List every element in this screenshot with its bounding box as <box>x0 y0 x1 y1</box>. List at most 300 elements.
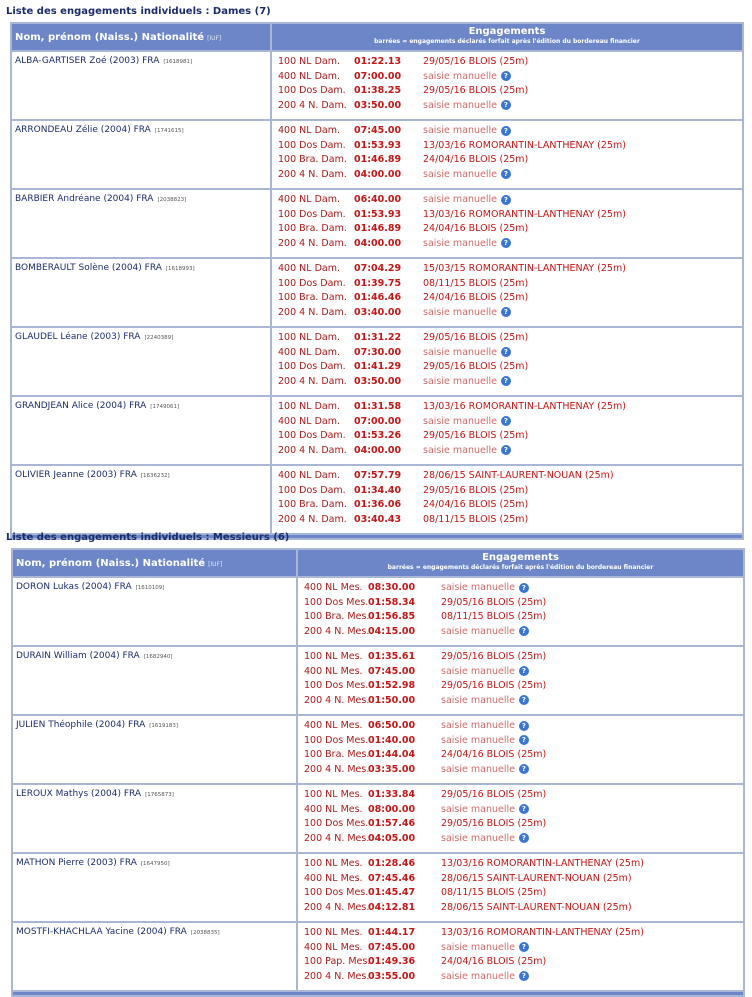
entry-result-text: 24/04/16 BLOIS (25m) <box>423 499 529 510</box>
swimmer-iuf: [1647950] <box>140 861 170 867</box>
entry-event: 200 4 N. Dam. <box>278 168 347 180</box>
entry-time: 07:45.00 <box>368 941 416 953</box>
entry-row <box>304 803 743 818</box>
swimmer-row <box>13 923 743 990</box>
entry-result-text: saisie manuelle <box>441 720 515 731</box>
entry-result <box>423 484 528 499</box>
entry-result-text: 28/06/15 SAINT-LAURENT-NOUAN (25m) <box>441 901 632 913</box>
help-info-icon[interactable]: ? <box>501 376 511 386</box>
entry-time: 01:45.47 <box>368 887 416 898</box>
entry-result-text: saisie manuelle <box>423 70 497 82</box>
entry-event: 100 Bra. Dam. <box>278 499 347 510</box>
column-header-iuf-label: [IUF] <box>207 34 222 42</box>
entry-result-text: 24/04/16 BLOIS (25m) <box>423 154 529 165</box>
entry-event: 100 NL Dam. <box>278 56 340 67</box>
entry-time: 03:40.43 <box>354 513 402 525</box>
entry-event: 400 NL Dam. <box>278 125 340 136</box>
swimmer-name: JULIEN Théophile (2004) FRA <box>16 720 146 730</box>
entry-result <box>423 306 511 321</box>
swimmer-row <box>12 466 742 533</box>
entry-event: 200 4 N. Dam. <box>278 444 347 456</box>
entry-result-text: saisie manuelle <box>441 625 515 637</box>
entry-result <box>441 886 546 901</box>
entry-result <box>441 610 546 625</box>
entry-event: 200 4 N. Dam. <box>278 237 347 249</box>
entry-time: 01:57.46 <box>368 818 416 829</box>
entry-time: 06:40.00 <box>354 194 402 205</box>
entry-time: 01:41.29 <box>354 361 402 372</box>
entry-event: 400 NL Mes. <box>304 665 363 677</box>
entry-row <box>278 139 742 154</box>
entry-event: 400 NL Mes. <box>304 582 363 593</box>
swimmer-iuf: [1636232] <box>140 473 170 479</box>
entry-result-text: 24/04/16 BLOIS (25m) <box>441 956 547 967</box>
entry-row <box>304 970 743 985</box>
entry-result <box>441 625 529 640</box>
entry-row <box>304 734 743 749</box>
swimmer-row <box>12 397 742 464</box>
help-info-icon[interactable]: ? <box>501 169 511 179</box>
entry-row <box>278 469 742 484</box>
entry-time: 01:33.84 <box>368 789 416 800</box>
entry-result-text: 24/04/16 BLOIS (25m) <box>441 749 547 760</box>
entry-result-text: 29/05/16 BLOIS (25m) <box>423 430 529 441</box>
entry-event: 200 4 N. Mes. <box>304 763 370 775</box>
entry-result <box>441 901 632 916</box>
entry-result-text: 29/05/16 BLOIS (25m) <box>441 680 547 691</box>
entry-event: 100 Dos Dam. <box>278 139 346 151</box>
entry-time: 01:40.00 <box>368 734 416 746</box>
entry-event: 100 Bra. Mes. <box>304 749 370 760</box>
entry-event: 100 NL Mes. <box>304 789 363 800</box>
entry-result-text: 29/05/16 BLOIS (25m) <box>423 56 529 67</box>
swimmer-name: GRANDJEAN Alice (2004) FRA <box>15 401 147 411</box>
entry-result-text: saisie manuelle <box>423 168 497 180</box>
entry-row <box>278 375 742 390</box>
entry-event: 100 Dos Dam. <box>278 85 346 96</box>
entry-result <box>441 679 546 694</box>
entry-time: 03:50.00 <box>354 99 402 111</box>
help-info-icon[interactable]: ? <box>519 764 529 774</box>
section-title-messieurs: Liste des engagements individuels : Messieurs (6) <box>6 532 290 543</box>
engagements-cell <box>298 647 743 714</box>
swimmer-iuf: [1682940] <box>143 654 173 660</box>
column-header-engagements-label: Engagements <box>482 552 559 563</box>
entry-time: 04:00.00 <box>354 444 402 456</box>
entry-result <box>423 99 511 114</box>
section-title-dames: Liste des engagements individuels : Dames (7) <box>6 6 271 17</box>
entry-result-text: 15/03/15 ROMORANTIN-LANTHENAY (25m) <box>423 263 626 274</box>
entry-time: 01:28.46 <box>368 858 416 869</box>
entry-time: 08:30.00 <box>368 582 416 593</box>
help-info-icon[interactable]: ? <box>501 307 511 317</box>
entry-row <box>278 55 742 70</box>
entry-result <box>423 55 528 70</box>
entry-row <box>278 400 742 415</box>
entry-result-text: 29/05/16 BLOIS (25m) <box>441 818 547 829</box>
swimmer-name: DURAIN William (2004) FRA <box>16 651 140 661</box>
engagements-cell <box>272 328 742 395</box>
entry-row <box>304 581 743 596</box>
column-header-engagements <box>298 550 743 576</box>
engagements-cell <box>272 52 742 119</box>
swimmer-name-cell <box>13 578 296 645</box>
entry-time: 01:44.17 <box>368 927 416 938</box>
entry-row <box>278 193 742 208</box>
entry-time: 01:58.34 <box>368 596 416 608</box>
swimmer-name-cell <box>13 647 296 714</box>
entry-result-text: 24/04/16 BLOIS (25m) <box>423 223 529 234</box>
entry-event: 400 NL Dam. <box>278 70 340 82</box>
column-header-legend: barrées = engagements déclarés forfait après l'édition du bordereau financier <box>387 564 654 571</box>
entry-result <box>423 429 528 444</box>
entry-event: 100 Dos Mes. <box>304 818 369 829</box>
column-header-iuf-label: [IUF] <box>208 560 223 568</box>
entry-time: 01:50.00 <box>368 694 416 706</box>
entry-result-text: 29/05/16 BLOIS (25m) <box>423 484 529 496</box>
entry-result <box>441 872 632 887</box>
entry-event: 200 4 N. Dam. <box>278 375 347 387</box>
entry-time: 01:38.25 <box>354 85 402 96</box>
swimmer-row <box>13 716 743 783</box>
table-header-row <box>13 550 743 576</box>
entry-result <box>441 803 529 818</box>
swimmer-iuf: [1619183] <box>149 723 179 729</box>
entry-result <box>441 926 644 941</box>
entry-result <box>423 331 528 346</box>
entry-result <box>441 581 529 596</box>
swimmer-iuf: [1610109] <box>135 585 165 591</box>
entry-result <box>441 857 644 872</box>
entry-result <box>441 596 546 611</box>
entry-row <box>278 484 742 499</box>
entry-row <box>278 429 742 444</box>
help-info-icon[interactable]: ? <box>501 195 511 205</box>
entry-row <box>278 360 742 375</box>
entry-time: 03:55.00 <box>368 970 416 982</box>
swimmer-name: ALBA-GARTISER Zoé (2003) FRA <box>15 56 160 66</box>
entry-time: 01:46.89 <box>354 223 402 234</box>
entry-result-text: saisie manuelle <box>441 832 515 844</box>
swimmer-iuf: [2038835] <box>190 930 220 936</box>
entry-time: 07:00.00 <box>354 70 402 82</box>
entry-row <box>278 237 742 252</box>
entry-result-text: saisie manuelle <box>423 415 497 427</box>
entry-time: 06:50.00 <box>368 720 416 731</box>
entry-row <box>278 262 742 277</box>
entry-row <box>304 901 743 916</box>
entry-event: 200 4 N. Mes. <box>304 694 370 706</box>
entry-row <box>304 694 743 709</box>
entry-result <box>423 84 528 99</box>
help-info-icon[interactable]: ? <box>519 942 529 952</box>
swimmer-iuf: [2240389] <box>144 335 174 341</box>
entry-result-text: 08/11/15 BLOIS (25m) <box>423 277 529 289</box>
swimmer-row <box>12 328 742 395</box>
entry-time: 07:45.00 <box>368 665 416 677</box>
entry-event: 100 NL Dam. <box>278 332 340 343</box>
entry-event: 200 4 N. Mes. <box>304 625 370 637</box>
entry-row <box>278 208 742 223</box>
entry-result <box>423 208 626 223</box>
swimmer-name: BARBIER Andréane (2004) FRA <box>15 194 154 204</box>
column-header-engagements <box>272 24 742 50</box>
swimmer-row <box>12 121 742 188</box>
swimmer-row <box>12 259 742 326</box>
engagements-cell <box>298 923 743 990</box>
entry-time: 04:00.00 <box>354 168 402 180</box>
swimmer-name: BOMBERAULT Solène (2004) FRA <box>15 263 162 273</box>
entry-row <box>304 832 743 847</box>
swimmer-row <box>13 647 743 714</box>
entry-result-text: saisie manuelle <box>441 763 515 775</box>
entry-row <box>278 415 742 430</box>
entry-result-text: 13/03/16 ROMORANTIN-LANTHENAY (25m) <box>423 401 626 412</box>
entry-time: 03:40.00 <box>354 306 402 318</box>
help-info-icon[interactable]: ? <box>501 416 511 426</box>
entry-row <box>304 872 743 887</box>
column-header-name-label: Nom, prénom (Naiss.) Nationalité <box>16 557 206 569</box>
entry-row <box>278 168 742 183</box>
entry-event: 100 Dos Dam. <box>278 277 346 289</box>
column-header-name-label: Nom, prénom (Naiss.) Nationalité <box>15 31 205 43</box>
entry-result-text: saisie manuelle <box>441 694 515 706</box>
entry-result-text: saisie manuelle <box>441 970 515 982</box>
entry-result-text: 28/06/15 SAINT-LAURENT-NOUAN (25m) <box>423 470 614 481</box>
engagements-cell <box>298 785 743 852</box>
entry-event: 400 NL Dam. <box>278 194 340 205</box>
swimmer-iuf: [1741615] <box>154 128 184 134</box>
swimmer-name: GLAUDEL Léane (2003) FRA <box>15 332 141 342</box>
help-info-icon[interactable]: ? <box>501 347 511 357</box>
help-info-icon[interactable]: ? <box>519 583 529 593</box>
entry-time: 01:56.85 <box>368 611 416 622</box>
help-info-icon[interactable]: ? <box>519 626 529 636</box>
entry-result <box>441 748 546 763</box>
entry-row <box>278 124 742 139</box>
entry-result-text: saisie manuelle <box>441 582 515 593</box>
entry-result <box>423 291 528 306</box>
help-info-icon[interactable]: ? <box>501 126 511 136</box>
engagements-cell <box>298 854 743 921</box>
entry-result-text: saisie manuelle <box>423 125 497 136</box>
entry-event: 200 4 N. Dam. <box>278 513 347 525</box>
entry-result-text: saisie manuelle <box>423 375 497 387</box>
swimmer-row <box>13 785 743 852</box>
entry-time: 01:39.75 <box>354 277 402 289</box>
help-info-icon[interactable]: ? <box>519 735 529 745</box>
entry-result-text: 13/03/16 ROMORANTIN-LANTHENAY (25m) <box>423 208 626 220</box>
swimmer-iuf: [1618981] <box>163 59 193 65</box>
entry-result <box>423 237 511 252</box>
swimmer-iuf: [1618993] <box>165 266 195 272</box>
entry-result-text: saisie manuelle <box>423 194 497 205</box>
entry-event: 400 NL Mes. <box>304 872 363 884</box>
engagements-cell <box>298 716 743 783</box>
engagements-cell <box>272 121 742 188</box>
entry-result-text: 29/05/16 BLOIS (25m) <box>441 596 547 608</box>
engagements-cell <box>272 259 742 326</box>
entry-event: 400 NL Dam. <box>278 263 340 274</box>
entry-event: 400 NL Dam. <box>278 470 340 481</box>
swimmer-iuf: [1765873] <box>145 792 174 798</box>
engagements-cell <box>272 190 742 257</box>
entry-result <box>423 400 626 415</box>
engagements-table-dames <box>10 22 744 540</box>
entry-result-text: 29/05/16 BLOIS (25m) <box>423 85 529 96</box>
entry-result-text: saisie manuelle <box>441 803 515 815</box>
entry-event: 400 NL Dam. <box>278 415 340 427</box>
help-info-icon[interactable]: ? <box>501 100 511 110</box>
entry-row <box>304 665 743 680</box>
entry-time: 03:50.00 <box>354 375 402 387</box>
entry-time: 08:00.00 <box>368 803 416 815</box>
entry-event: 400 NL Mes. <box>304 941 363 953</box>
entry-result-text: 13/03/16 ROMORANTIN-LANTHENAY (25m) <box>441 858 644 869</box>
entry-event: 200 4 N. Dam. <box>278 99 347 111</box>
entry-event: 400 NL Mes. <box>304 720 363 731</box>
entry-time: 01:22.13 <box>354 56 402 67</box>
help-info-icon[interactable]: ? <box>501 238 511 248</box>
entry-result <box>441 832 529 847</box>
entry-result-text: 08/11/15 BLOIS (25m) <box>441 611 547 622</box>
entry-row <box>304 817 743 832</box>
entry-time: 01:31.58 <box>354 401 402 412</box>
entry-event: 100 NL Mes. <box>304 858 363 869</box>
entry-result <box>441 665 529 680</box>
entry-result-text: saisie manuelle <box>423 444 497 456</box>
entry-row <box>304 650 743 665</box>
entry-event: 100 Dos Mes. <box>304 596 369 608</box>
help-info-icon[interactable]: ? <box>501 445 511 455</box>
swimmer-name-cell <box>12 190 270 257</box>
entry-row <box>304 748 743 763</box>
swimmer-name: LEROUX Mathys (2004) FRA <box>16 789 142 799</box>
entry-result-text: 24/04/16 BLOIS (25m) <box>423 292 529 303</box>
entry-result-text: 08/11/15 BLOIS (25m) <box>423 513 529 525</box>
entry-event: 100 Bra. Dam. <box>278 223 347 234</box>
entry-result-text: 29/05/16 BLOIS (25m) <box>441 651 547 662</box>
entry-result <box>423 168 511 183</box>
entry-time: 01:53.93 <box>354 139 402 151</box>
entry-time: 01:44.04 <box>368 749 416 760</box>
help-info-icon[interactable]: ? <box>501 71 511 81</box>
entry-row <box>278 498 742 513</box>
entry-time: 04:05.00 <box>368 832 416 844</box>
entry-event: 100 Dos Mes. <box>304 734 369 746</box>
entry-result <box>423 124 511 139</box>
swimmer-name-cell <box>13 854 296 921</box>
entry-event: 100 Bra. Mes. <box>304 611 370 622</box>
entry-event: 400 NL Mes. <box>304 803 363 815</box>
entry-result <box>441 650 546 665</box>
entry-result-text: 13/03/16 ROMORANTIN-LANTHENAY (25m) <box>423 139 626 151</box>
swimmer-name-cell <box>12 328 270 395</box>
engagements-cell <box>272 466 742 533</box>
entry-result <box>423 153 528 168</box>
help-info-icon[interactable]: ? <box>519 804 529 814</box>
entry-row <box>304 679 743 694</box>
swimmer-row <box>12 190 742 257</box>
entry-result <box>423 70 511 85</box>
entry-event: 200 4 N. Mes. <box>304 901 370 913</box>
swimmer-name: MOSTFI-KHACHLAA Yacine (2004) FRA <box>16 927 187 937</box>
entry-result-text: 28/06/15 SAINT-LAURENT-NOUAN (25m) <box>441 872 632 884</box>
swimmer-name-cell <box>12 397 270 464</box>
engagements-cell <box>298 578 743 645</box>
entry-time: 01:53.93 <box>354 208 402 220</box>
entry-result-text: 29/05/16 BLOIS (25m) <box>423 332 529 343</box>
entry-time: 01:49.36 <box>368 956 416 967</box>
swimmer-name-cell <box>12 259 270 326</box>
swimmer-name: OLIVIER Jeanne (2003) FRA <box>15 470 137 480</box>
entry-time: 01:53.26 <box>354 430 402 441</box>
entry-result-text: saisie manuelle <box>423 346 497 358</box>
entry-event: 100 Pap. Mes. <box>304 956 371 967</box>
entry-row <box>278 306 742 321</box>
entry-row <box>304 955 743 970</box>
entry-row <box>278 291 742 306</box>
entry-result-text: 29/05/16 BLOIS (25m) <box>441 789 547 800</box>
entry-result <box>423 139 626 154</box>
swimmer-name-cell <box>12 52 270 119</box>
entry-time: 01:31.22 <box>354 332 402 343</box>
entry-result <box>441 734 529 749</box>
entry-result <box>423 375 511 390</box>
entry-time: 07:45.00 <box>354 125 402 136</box>
entry-time: 07:04.29 <box>354 263 402 274</box>
entry-row <box>278 277 742 292</box>
swimmer-name-cell <box>12 121 270 188</box>
entry-event: 100 NL Mes. <box>304 927 363 938</box>
entry-result <box>423 346 511 361</box>
engagements-table-messieurs <box>11 548 745 997</box>
entry-result <box>423 193 511 208</box>
swimmer-row <box>13 854 743 921</box>
entry-row <box>304 926 743 941</box>
entry-result-text: saisie manuelle <box>441 665 515 677</box>
column-header-name <box>12 24 270 50</box>
swimmer-name-cell <box>13 716 296 783</box>
entry-result <box>441 941 529 956</box>
help-info-icon[interactable]: ? <box>519 971 529 981</box>
entry-row <box>278 84 742 99</box>
help-info-icon[interactable]: ? <box>519 721 529 731</box>
entry-result <box>423 469 614 484</box>
entry-time: 03:35.00 <box>368 763 416 775</box>
entry-time: 04:15.00 <box>368 625 416 637</box>
entry-row <box>304 857 743 872</box>
entry-event: 100 NL Mes. <box>304 651 363 662</box>
entry-row <box>304 719 743 734</box>
entry-time: 01:52.98 <box>368 680 416 691</box>
help-info-icon[interactable]: ? <box>519 695 529 705</box>
entry-result-text: 29/05/16 BLOIS (25m) <box>423 361 529 372</box>
help-info-icon[interactable]: ? <box>519 666 529 676</box>
entry-event: 100 Dos Mes. <box>304 887 369 898</box>
entry-time: 04:12.81 <box>368 901 416 913</box>
entry-event: 100 NL Dam. <box>278 401 340 412</box>
entry-result-text: saisie manuelle <box>423 237 497 249</box>
entry-row <box>278 222 742 237</box>
entry-result-text: saisie manuelle <box>441 941 515 953</box>
engagements-cell <box>272 397 742 464</box>
help-info-icon[interactable]: ? <box>519 833 529 843</box>
entry-event: 100 Dos Dam. <box>278 430 346 441</box>
swimmer-name: ARRONDEAU Zélie (2004) FRA <box>15 125 151 135</box>
entry-time: 01:34.40 <box>354 484 402 496</box>
entry-row <box>304 886 743 901</box>
